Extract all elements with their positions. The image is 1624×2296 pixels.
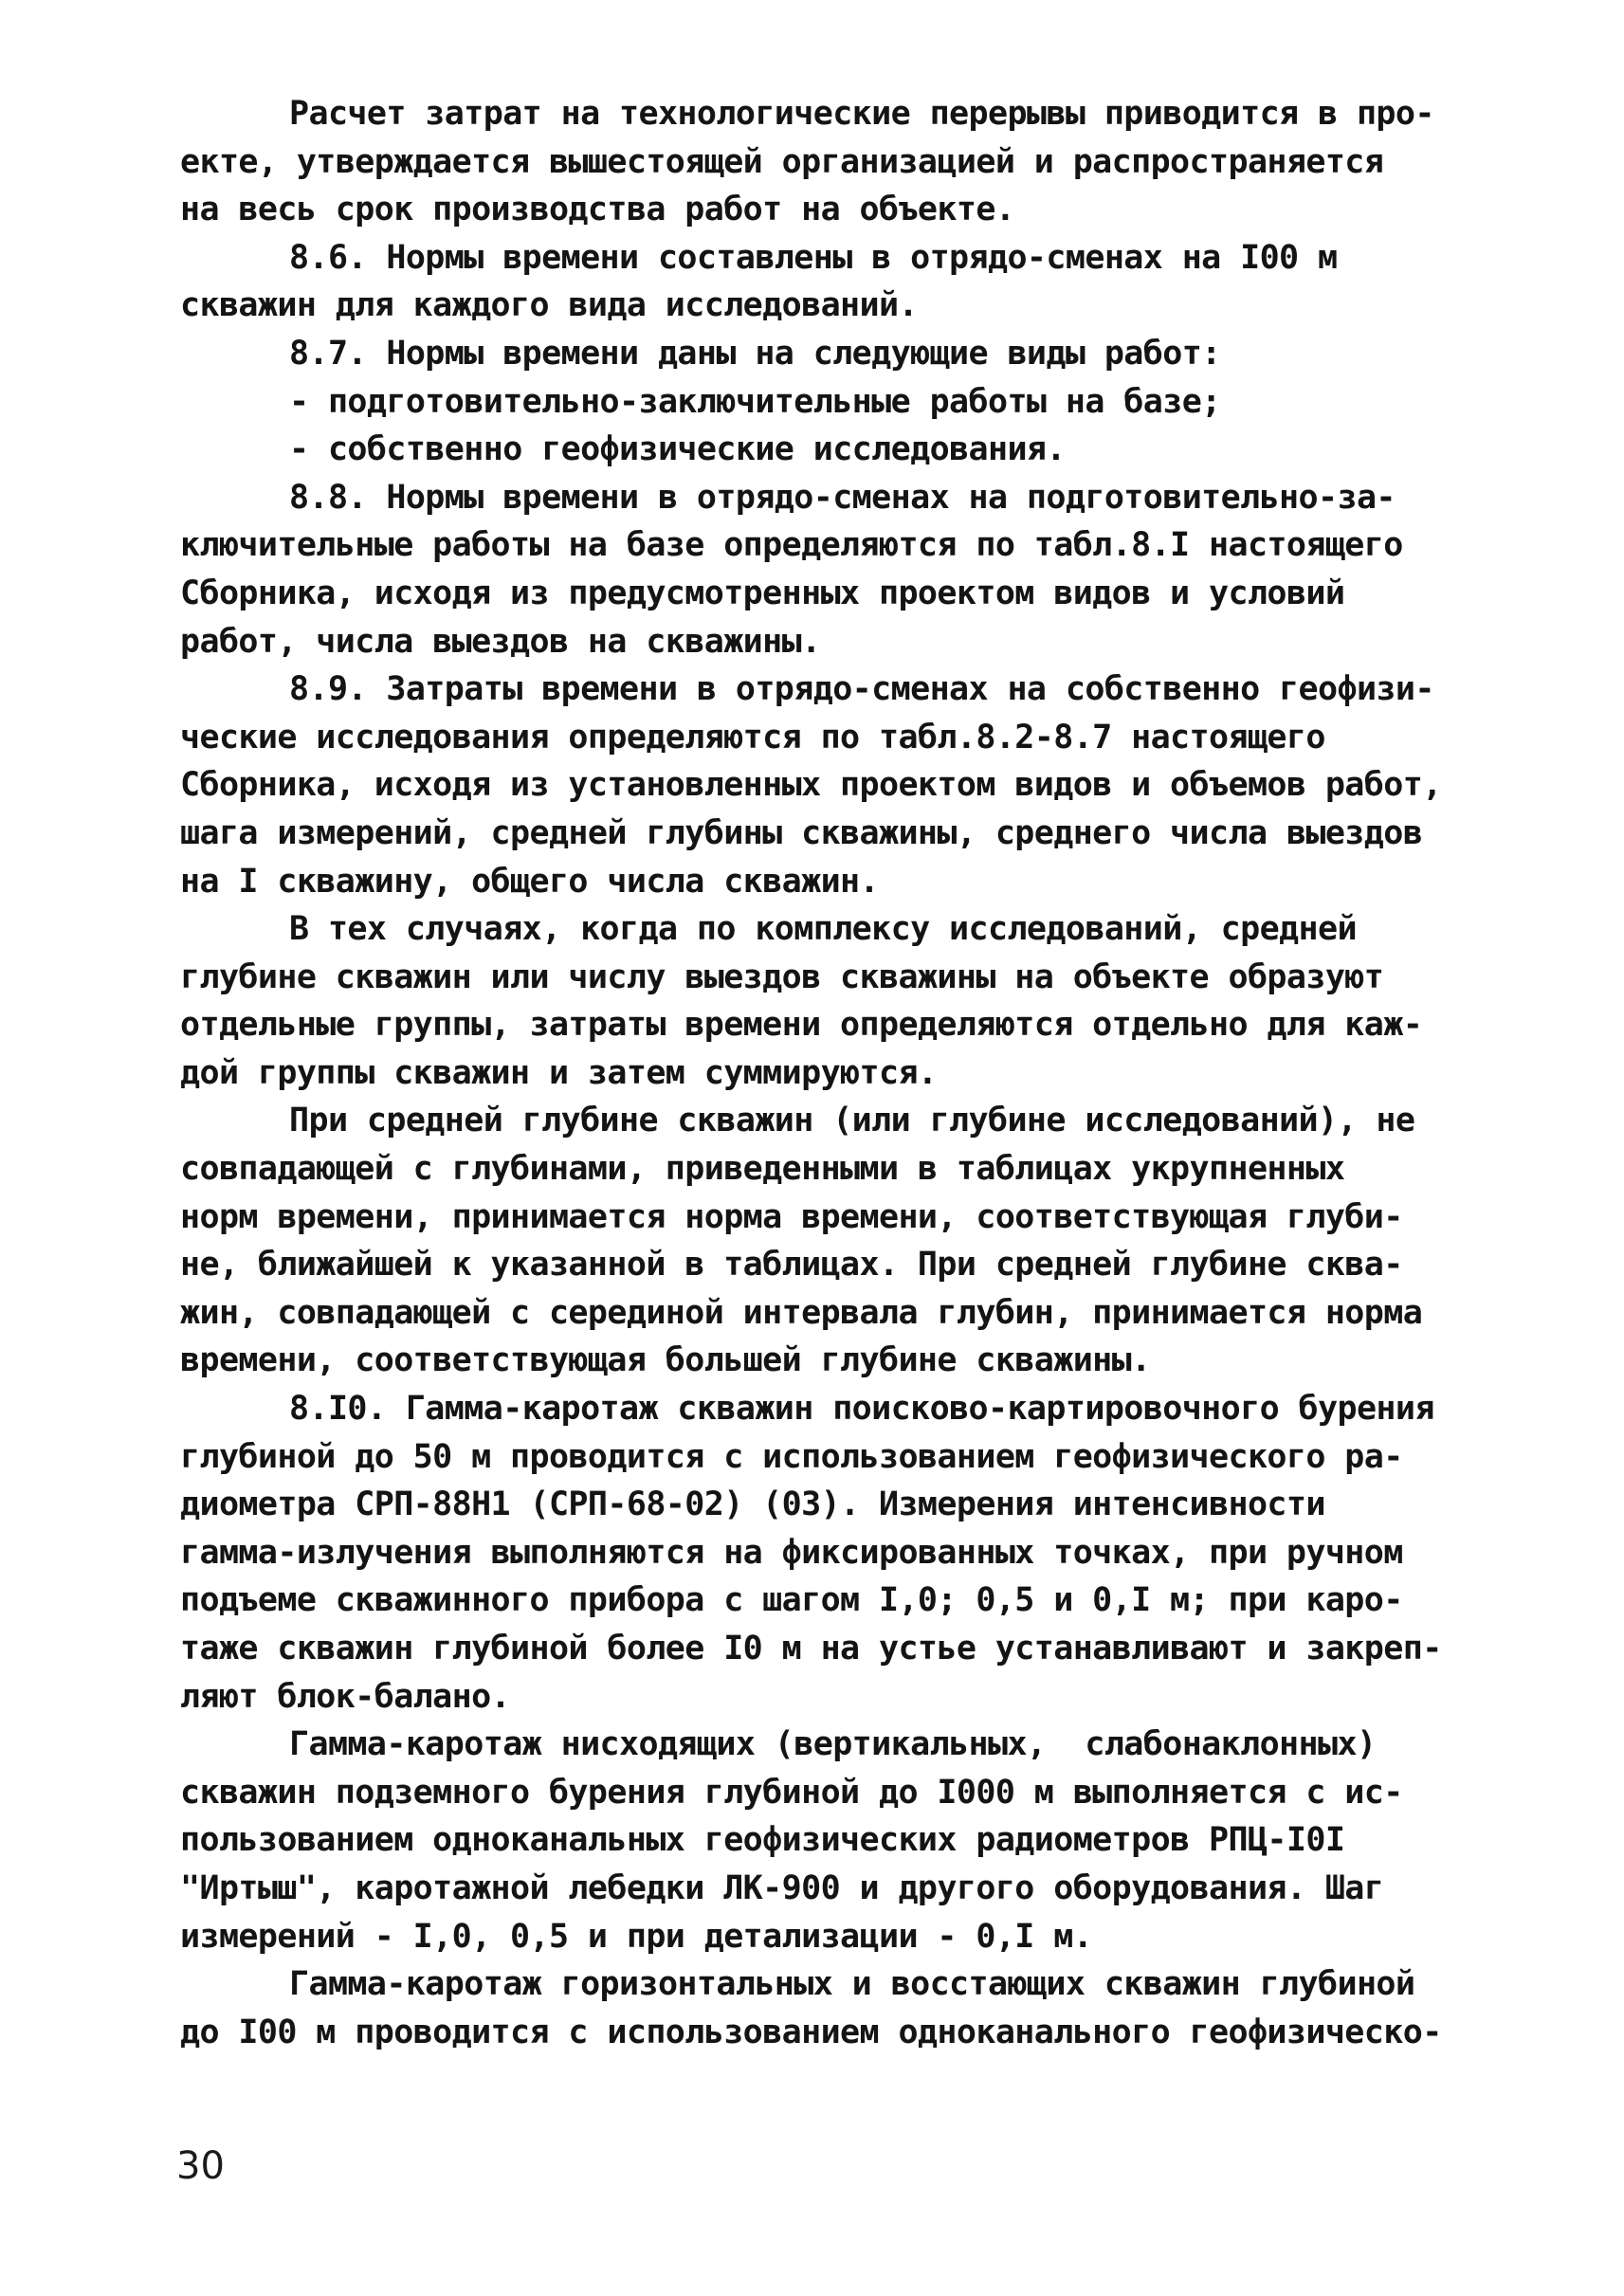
text-line: ческие исследования определяются по табл.8.2-8.7 настоящего [180,718,1325,756]
text-line: екте, утверждается вышестоящей организацией и распространяется [180,142,1384,181]
text-line: ляют блок-балано. [180,1677,511,1716]
text-line: Гамма-каротаж нисходящих (вертикальных, слабонаклонных) [289,1725,1377,1764]
text-line: скважин подземного бурения глубиной до I000 м выполняется с ис- [180,1773,1403,1812]
text-line: 8.7. Нормы времени даны на следующие виды работ: [289,334,1221,373]
text-line: 8.9. Затраты времени в отрядо-сменах на собственно геофизи- [289,670,1434,709]
text-line: гамма-излучения выполняются на фиксированных точках, при ручном [180,1533,1403,1572]
text-line: - собственно геофизические исследования. [289,430,1066,469]
text-line: на I скважину, общего числа скважин. [180,862,879,901]
text-line: на весь срок производства работ на объекте. [180,191,1015,229]
text-line: Сборника, исходя из предусмотренных проектом видов и условий [180,574,1345,612]
text-line: дой группы скважин и затем суммируются. [180,1053,938,1092]
text-line: Сборника, исходя из установленных проектом видов и объемов работ, [180,766,1442,805]
text-line: 8.6. Нормы времени составлены в отрядо-сменах на I00 м [289,238,1338,277]
text-line: - подготовительно-заключительные работы на базе; [289,382,1221,421]
text-line: подъеме скважинного прибора с шагом I,0; 0,5 и 0,I м; при каро- [180,1581,1403,1620]
text-line: норм времени, принимается норма времени, соответствующая глуби- [180,1197,1403,1236]
text-line: жин, совпадающей с серединой интервала глубин, принимается норма [180,1293,1423,1332]
text-line: до I00 м проводится с использованием одноканального геофизическо- [180,2013,1442,2051]
text-line: При средней глубине скважин (или глубине исследований), не [289,1102,1415,1140]
text-line: скважин для каждого вида исследований. [180,286,918,325]
text-line: пользованием одноканальных геофизических радиометров РПЦ-I0I [180,1821,1345,1860]
text-line: 8.8. Нормы времени в отрядо-сменах на подготовительно-за- [289,478,1396,517]
text-line: Расчет затрат на технологические перерывы приводится в про- [289,95,1434,133]
text-line: шага измерений, средней глубины скважины, среднего числа выездов [180,813,1423,852]
text-line: работ, числа выездов на скважины. [180,622,821,661]
text-line: времени, соответствующая большей глубине скважины. [180,1341,1151,1380]
text-line: В тех случаях, когда по комплексу исследований, средней [289,910,1357,949]
text-line: 8.I0. Гамма-каротаж скважин поисково-картировочного бурения [289,1390,1434,1429]
page-number: 30 [176,2144,225,2188]
text-line: таже скважин глубиной более I0 м на устье устанавливают и закреп- [180,1630,1442,1667]
text-line: диометра СРП-88Н1 (СРП-68-02) (03). Измерения интенсивности [180,1485,1325,1524]
text-line: глубиной до 50 м проводится с использованием геофизического ра- [180,1437,1403,1476]
text-line: совпадающей с глубинами, приведенными в таблицах укрупненных [180,1150,1345,1189]
text-line: Гамма-каротаж горизонтальных и восстающих скважин глубиной [289,1965,1415,2004]
text-line: отдельные группы, затраты времени определяются отдельно для каж- [180,1006,1423,1045]
text-line: "Иртыш", каротажной лебедки ЛК-900 и другого оборудования. Шаг [180,1868,1384,1907]
text-line: измерений - I,0, 0,5 и при детализации - 0,I м. [180,1917,1093,1956]
text-line: глубине скважин или числу выездов скважины на объекте образуют [180,957,1384,996]
body-text [180,90,1479,2056]
text-line: ключительные работы на базе определяются по табл.8.I настоящего [180,526,1403,565]
text-line: не, ближайшей к указанной в таблицах. При средней глубине сква- [180,1246,1403,1285]
